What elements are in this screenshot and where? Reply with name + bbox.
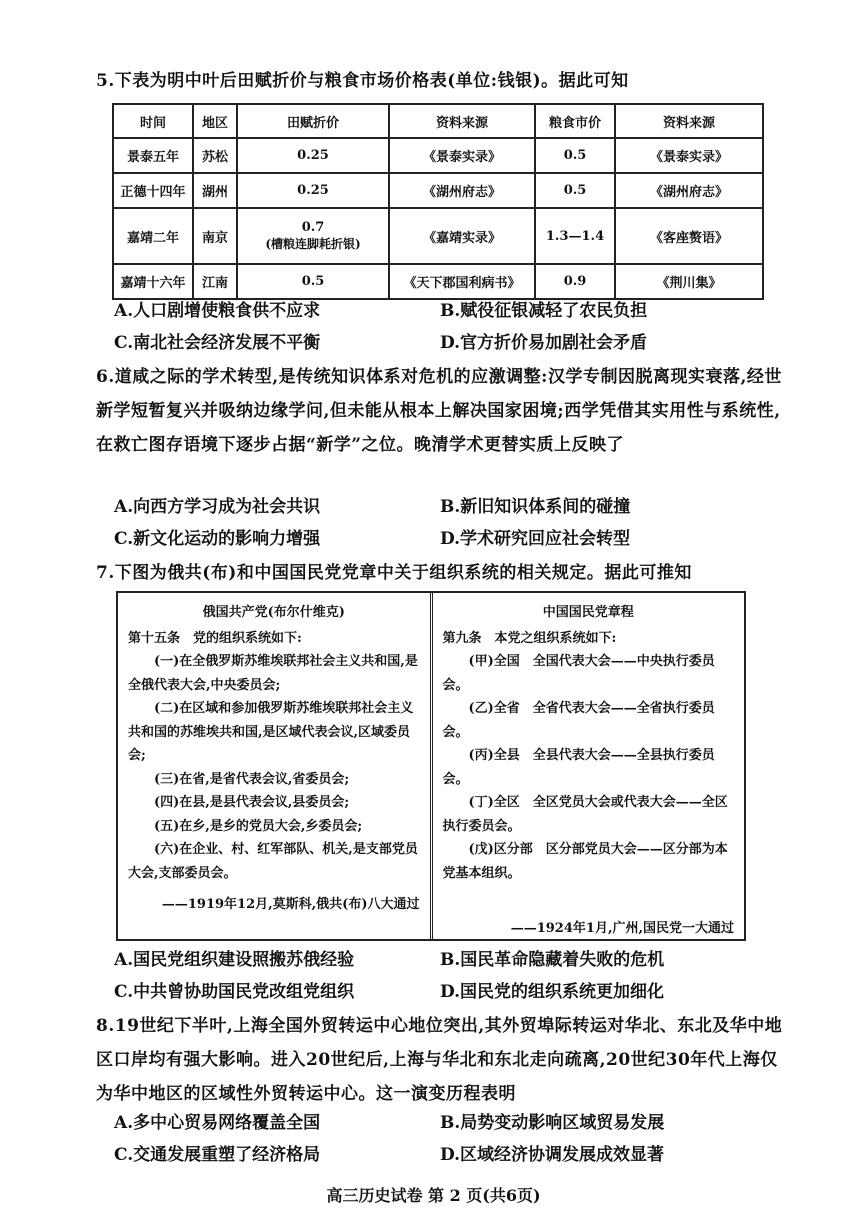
option-c[interactable]: C.新文化运动的影响力增强 xyxy=(114,529,321,549)
rcp-source: ——1919年12月,莫斯科,俄共(布)八大通过 xyxy=(161,897,420,912)
price-table xyxy=(112,103,764,300)
cell-price: 0.9 xyxy=(535,264,615,299)
cell-time: 景泰五年 xyxy=(113,138,193,173)
page-footer: 高三历史试卷 第 2 页(共6页) xyxy=(326,1186,541,1205)
option-a[interactable]: A.人口剧增使粮食供不应求 xyxy=(114,301,321,321)
question-6-options xyxy=(114,491,774,555)
cell-region: 南京 xyxy=(193,208,237,264)
option-c[interactable]: C.中共曾协助国民党改组党组织 xyxy=(114,982,355,1002)
cell-source1: 《景泰实录》 xyxy=(389,138,535,173)
cell-tax: 0.25 xyxy=(237,173,389,208)
cell-tax-value: 0.7 xyxy=(301,220,325,235)
question-6-stem: 6.道咸之际的学术转型,是传统知识体系对危机的应激调整:汉学专制因脱离现实衰落,经世新学短暂复兴并吸纳边缘学问,但未能从根本上解决国家困境;西学凭借其实用性与系统性,在救亡图存语境下逐步占据“新学”之位。晚清学术更替实质上反映了 xyxy=(96,367,782,455)
table-row xyxy=(113,208,763,264)
rcp-item: (二)在区域和参加俄罗斯苏维埃联邦社会主义共和国的苏维埃共和国,是区域代表会议,区域委员会; xyxy=(128,701,414,763)
header-price: 粮食市价 xyxy=(535,104,615,138)
option-b[interactable]: B.局势变动影响区域贸易发展 xyxy=(440,1113,665,1133)
cell-price: 1.3—1.4 xyxy=(535,208,615,264)
header-source1: 资料来源 xyxy=(389,104,535,138)
kmt-charter xyxy=(430,593,745,939)
rcp-item: (三)在省,是省代表会议,省委员会; xyxy=(154,771,350,787)
question-7-options xyxy=(114,944,774,1008)
kmt-item: (戊)区分部 区分部党员大会——区分部为本党基本组织。 xyxy=(442,842,728,881)
cell-tax-note: (槽粮连脚耗折银) xyxy=(265,237,361,251)
cell-source2: 《荆川集》 xyxy=(615,264,763,299)
question-5-stem: 5.下表为明中叶后田赋折价与粮食市场价格表(单位:钱银)。据此可知 xyxy=(96,71,629,91)
rcp-item: (五)在乡,是乡的党员大会,乡委员会; xyxy=(154,818,363,834)
kmt-item: (甲)全国 全国代表大会——中央执行委员会。 xyxy=(442,654,715,693)
question-8-stem: 8.19世纪下半叶,上海全国外贸转运中心地位突出,其外贸埠际转运对华北、东北及华中地区口岸均有强大影响。进入20世纪后,上海与华北和东北走向疏离,20世纪30年代上海仅为华中地区的区域性外贸转运中心。这一演变历程表明 xyxy=(96,1016,783,1104)
cell-price: 0.5 xyxy=(535,138,615,173)
kmt-article: 第九条 本党之组织系统如下: xyxy=(442,630,617,646)
question-7-stem: 7.下图为俄共(布)和中国国民党党章中关于组织系统的相关规定。据此可推知 xyxy=(96,563,692,583)
option-d[interactable]: D.官方折价易加剧社会矛盾 xyxy=(440,333,648,353)
option-d[interactable]: D.区域经济协调发展成效显著 xyxy=(440,1145,665,1165)
header-region: 地区 xyxy=(193,104,237,138)
kmt-item: (乙)全省 全省代表大会——全省执行委员会。 xyxy=(442,701,715,740)
option-c[interactable]: C.交通发展重塑了经济格局 xyxy=(114,1145,321,1165)
rcp-item: (四)在县,是县代表会议,县委员会; xyxy=(154,795,350,810)
table-row xyxy=(113,264,763,299)
rcp-title: 俄国共产党(布尔什维克) xyxy=(202,605,345,620)
cell-source2: 《客座赘语》 xyxy=(615,208,763,264)
option-d[interactable]: D.学术研究回应社会转型 xyxy=(440,529,631,549)
question-8-options xyxy=(114,1107,774,1171)
header-tax: 田赋折价 xyxy=(237,104,389,138)
table-header-row xyxy=(113,104,763,138)
question-5-options xyxy=(114,295,774,359)
cell-region: 湖州 xyxy=(193,173,237,208)
cell-source2: 《景泰实录》 xyxy=(615,138,763,173)
cell-time: 正德十四年 xyxy=(113,173,193,208)
kmt-item: (丁)全区 全区党员大会或代表大会——全区执行委员会。 xyxy=(442,795,728,834)
table-row xyxy=(113,138,763,173)
charter-comparison xyxy=(116,591,746,941)
header-source2: 资料来源 xyxy=(615,104,763,138)
option-c[interactable]: C.南北社会经济发展不平衡 xyxy=(114,333,321,353)
cell-source1: 《天下郡国利病书》 xyxy=(389,264,535,299)
kmt-source: ——1924年1月,广州,国民党一大通过 xyxy=(510,921,734,936)
option-a[interactable]: A.向西方学习成为社会共识 xyxy=(114,497,321,517)
rcp-item: (一)在全俄罗斯苏维埃联邦社会主义共和国,是全俄代表大会,中央委员会; xyxy=(128,654,418,693)
cell-region: 苏松 xyxy=(193,138,237,173)
rcp-article: 第十五条 党的组织系统如下: xyxy=(128,630,302,646)
cell-source1: 《嘉靖实录》 xyxy=(389,208,535,264)
table-row xyxy=(113,173,763,208)
option-d[interactable]: D.国民党的组织系统更加细化 xyxy=(440,982,665,1002)
header-time: 时间 xyxy=(113,104,193,138)
kmt-item: (丙)全县 全县代表大会——全县执行委员会。 xyxy=(442,748,715,787)
cell-tax: 0.5 xyxy=(237,264,389,299)
rcp-item: (六)在企业、村、红军部队、机关,是支部党员大会,支部委员会。 xyxy=(128,842,418,881)
cell-tax: 0.25 xyxy=(237,138,389,173)
option-a[interactable]: A.国民党组织建设照搬苏俄经验 xyxy=(114,950,355,970)
cell-region: 江南 xyxy=(193,264,237,299)
option-b[interactable]: B.赋役征银减轻了农民负担 xyxy=(440,301,648,321)
kmt-title: 中国国民党章程 xyxy=(542,605,634,620)
rcp-charter xyxy=(118,593,430,939)
cell-source2: 《湖州府志》 xyxy=(615,173,763,208)
option-b[interactable]: B.国民革命隐藏着失败的危机 xyxy=(440,950,665,970)
cell-tax xyxy=(237,208,389,264)
cell-time: 嘉靖二年 xyxy=(113,208,193,264)
option-a[interactable]: A.多中心贸易网络覆盖全国 xyxy=(114,1113,321,1133)
cell-time: 嘉靖十六年 xyxy=(113,264,193,299)
option-b[interactable]: B.新旧知识体系间的碰撞 xyxy=(440,497,631,517)
cell-source1: 《湖州府志》 xyxy=(389,173,535,208)
cell-price: 0.5 xyxy=(535,173,615,208)
